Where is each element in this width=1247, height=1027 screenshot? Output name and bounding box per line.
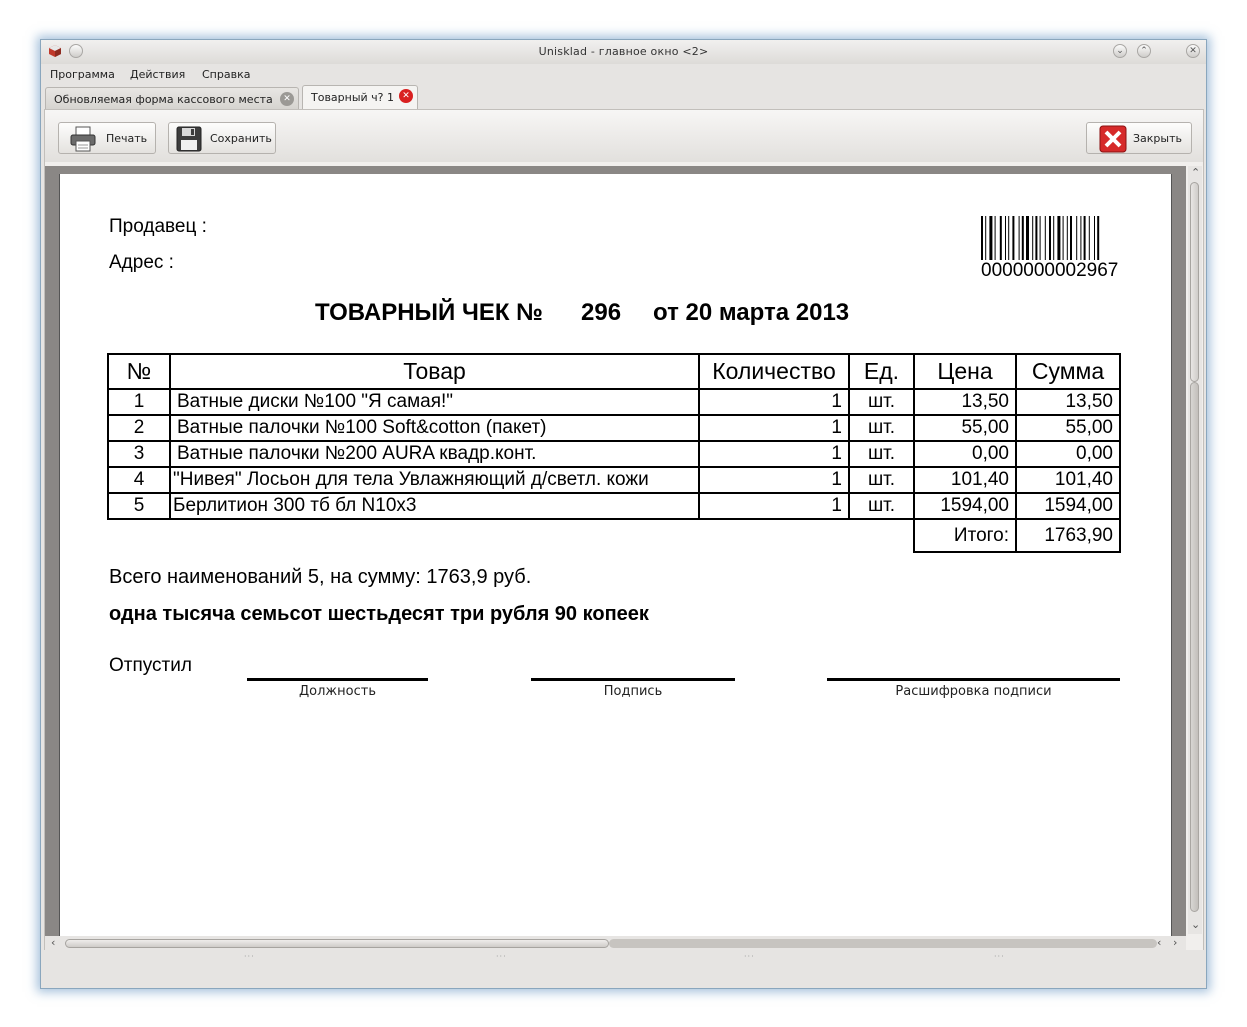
amount-in-words: одна тысяча семьсот шестьдесят три рубля 90 копеек	[109, 603, 649, 625]
splitter-handle[interactable]: ···	[244, 952, 255, 961]
cell-product: Ватные палочки №100 Soft&cotton (пакет)	[170, 415, 699, 441]
cell-unit: шт.	[849, 493, 914, 519]
print-button[interactable]	[58, 122, 156, 154]
col-price: Цена	[914, 354, 1016, 389]
cell-number: 2	[108, 415, 170, 441]
cell-product: Ватные палочки №200 AURA квадр.конт.	[170, 441, 699, 467]
cell-product: Берлитион 300 тб бл N10х3	[170, 493, 699, 519]
titlebar	[41, 40, 1206, 64]
cell-quantity: 1	[699, 467, 849, 493]
address-label: Адрес :	[109, 252, 174, 273]
signature-line-decoding	[827, 678, 1120, 681]
tab-close-icon[interactable]: ✕	[399, 89, 413, 103]
cell-sum: 55,00	[1016, 415, 1120, 441]
cell-quantity: 1	[699, 493, 849, 519]
menu-program[interactable]: Программа	[50, 68, 115, 81]
scroll-left-icon[interactable]: ‹	[51, 936, 56, 949]
scroll-up-icon[interactable]: ⌃	[1191, 166, 1201, 179]
seller-label: Продавец :	[109, 216, 207, 237]
window-title: Unisklad - главное окно <2>	[538, 45, 709, 58]
col-product: Товар	[170, 354, 699, 389]
status-bar	[44, 950, 1204, 986]
printer-icon	[69, 125, 97, 153]
decoding-label: Расшифровка подписи	[895, 684, 1052, 699]
cell-price: 1594,00	[914, 493, 1016, 519]
scroll-down-icon[interactable]: ⌄	[1191, 918, 1201, 931]
cell-unit: шт.	[849, 467, 914, 493]
close-label: Закрыть	[1133, 132, 1182, 145]
cell-quantity: 1	[699, 441, 849, 467]
cell-price: 0,00	[914, 441, 1016, 467]
table-row	[108, 441, 1120, 467]
cell-number: 1	[108, 389, 170, 415]
close-window-button[interactable]: ✕	[1186, 44, 1200, 58]
floppy-disk-icon	[175, 125, 203, 153]
splitter-handle[interactable]: ···	[744, 952, 755, 961]
col-quantity: Количество	[699, 354, 849, 389]
save-label: Сохранить	[210, 132, 272, 145]
barcode	[981, 216, 1125, 260]
minimize-button[interactable]: ⌄	[1113, 44, 1127, 58]
cell-quantity: 1	[699, 389, 849, 415]
cell-number: 3	[108, 441, 170, 467]
receipt-heading: ТОВАРНЫЙ ЧЕК №	[315, 299, 543, 326]
document-viewport[interactable]	[45, 166, 1186, 978]
signature-label: Подпись	[603, 684, 663, 699]
total-label: Итого:	[914, 519, 1016, 552]
receipt-document	[59, 174, 1172, 978]
vertical-scroll-track[interactable]	[1190, 382, 1199, 912]
table-row	[108, 467, 1120, 493]
cell-number: 5	[108, 493, 170, 519]
menubar	[41, 64, 1206, 84]
splitter-handle[interactable]: ···	[496, 952, 507, 961]
main-window	[40, 39, 1207, 989]
save-button[interactable]	[168, 122, 276, 154]
cell-quantity: 1	[699, 415, 849, 441]
cell-sum: 13,50	[1016, 389, 1120, 415]
maximize-button[interactable]: ⌃	[1137, 44, 1151, 58]
cell-sum: 101,40	[1016, 467, 1120, 493]
horizontal-scroll-thumb[interactable]	[65, 939, 609, 948]
vertical-scroll-thumb[interactable]	[1190, 182, 1199, 382]
signature-line-signature	[531, 678, 735, 681]
cell-unit: шт.	[849, 389, 914, 415]
table-row	[108, 493, 1120, 519]
cell-product: "Нивея" Лосьон для тела Увлажняющий д/светл. кожи	[170, 467, 699, 493]
position-label: Должность	[299, 684, 376, 699]
signature-line-position	[247, 678, 428, 681]
cell-product: Ватные диски №100 "Я самая!"	[170, 389, 699, 415]
cell-sum: 1594,00	[1016, 493, 1120, 519]
total-row	[108, 519, 1120, 552]
print-label: Печать	[106, 132, 148, 145]
tab-label: Товарный ч? 1	[311, 91, 395, 104]
total-value: 1763,90	[1016, 519, 1120, 552]
horizontal-scroll-track[interactable]	[609, 939, 1157, 948]
horizontal-scrollbar[interactable]	[45, 936, 1186, 950]
cell-price: 101,40	[914, 467, 1016, 493]
receipt-panel	[44, 109, 1204, 981]
tab-close-icon[interactable]: ✕	[280, 92, 294, 106]
table-row	[108, 415, 1120, 441]
col-unit: Ед.	[849, 354, 914, 389]
tab-receipt[interactable]	[302, 85, 418, 109]
cell-price: 13,50	[914, 389, 1016, 415]
cell-unit: шт.	[849, 415, 914, 441]
cell-number: 4	[108, 467, 170, 493]
col-sum: Сумма	[1016, 354, 1120, 389]
receipt-number: 296	[581, 299, 622, 326]
table-header	[108, 354, 1120, 389]
splitter-handle[interactable]: ···	[994, 952, 1005, 961]
col-number: №	[108, 354, 170, 389]
menu-help[interactable]: Справка	[202, 68, 251, 81]
vertical-scrollbar[interactable]	[1188, 166, 1202, 934]
summary-text: Всего наименований 5, на сумму: 1763,9 руб.	[109, 566, 532, 588]
scroll-left-small-icon[interactable]: ‹	[1157, 936, 1162, 949]
receipt-date: от 20 марта 2013	[653, 299, 850, 326]
tab-bar	[41, 85, 1206, 109]
cell-unit: шт.	[849, 441, 914, 467]
tab-cashier-form[interactable]	[45, 87, 299, 109]
menu-actions[interactable]: Действия	[130, 68, 186, 81]
toolbar	[45, 110, 1203, 162]
table-row	[108, 389, 1120, 415]
tab-label: Обновляемая форма кассового места	[54, 93, 273, 106]
items-table	[107, 353, 1121, 553]
cell-sum: 0,00	[1016, 441, 1120, 467]
cell-price: 55,00	[914, 415, 1016, 441]
released-label: Отпустил	[109, 655, 192, 676]
close-red-icon	[1099, 125, 1127, 153]
barcode-number: 0000000002967	[981, 260, 1119, 281]
close-button[interactable]	[1086, 122, 1192, 154]
scroll-right-icon[interactable]: ›	[1173, 936, 1178, 949]
